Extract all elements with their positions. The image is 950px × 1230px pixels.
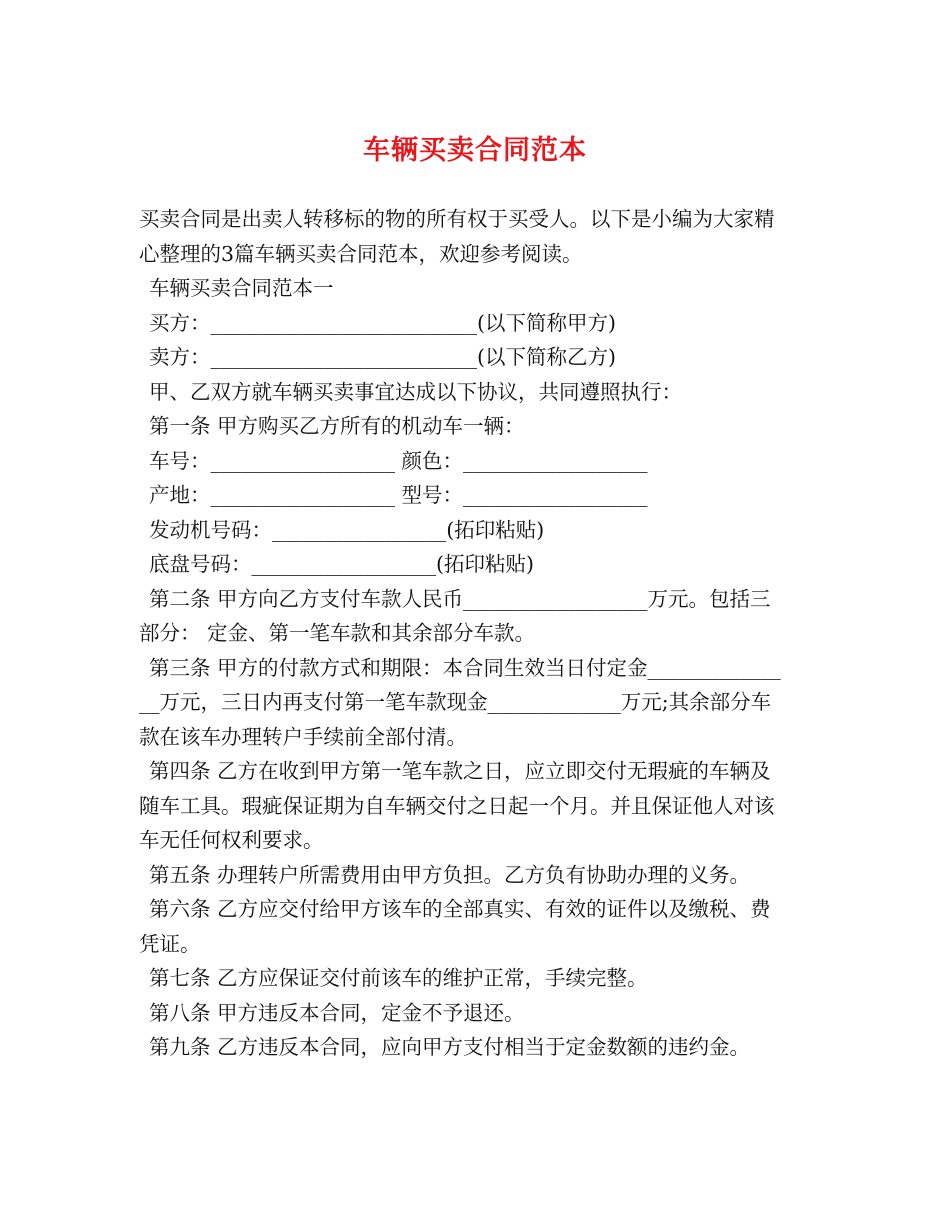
chassis-number-line: 底盘号码：__________________(拓印粘贴) [149,552,534,576]
document-title: 车辆买卖合同范本 [363,135,587,166]
plate-color-line: 车号：__________________ 颜色：__________________ [149,448,648,473]
document-body [139,202,815,1065]
section-heading: 车辆买卖合同范本一 [149,276,334,300]
article-8: 第八条 甲方违反本合同，定金不予退还。 [149,1000,525,1025]
article-3-line-3: 款在该车办理转户手续前全部付清。 [139,724,467,749]
article-5: 第五条 办理转户所需费用由甲方负担。乙方负有协助办理的义务。 [149,862,751,887]
article-2-line-2: 部分： 定金、第一笔车款和其余部分车款。 [139,621,536,645]
origin-model-line: 产地：__________________ 型号：__________________ [149,483,648,507]
agreement-line: 甲、乙双方就车辆买卖事宜达成以下协议，共同遵照执行： [149,379,682,404]
article-3-line-1: 第三条 甲方的付款方式和期限：本合同生效当日付定金_____________ [149,655,781,680]
seller-line: 卖方：__________________________(以下简称乙方) [149,345,616,369]
article-7: 第七条 乙方应保证交付前该车的维护正常，手续完整。 [149,966,648,990]
article-9: 第九条 乙方违反本合同，应向甲方支付相当于定金数额的违约金。 [149,1035,751,1059]
article-3-line-2: __万元，三日内再支付第一笔车款现金_____________万元;其余部分车 [139,690,772,714]
article-4-line-2: 随车工具。瑕疵保证期为自车辆交付之日起一个月。并且保证他人对该 [139,793,775,818]
article-2-line-1: 第二条 甲方向乙方支付车款人民币__________________万元。包括三 [149,586,771,611]
intro-line-1: 买卖合同是出卖人转移标的物的所有权于买受人。以下是小编为大家精 [139,207,775,231]
article-4-line-1: 第四条 乙方在收到甲方第一笔车款之日，应立即交付无瑕疵的车辆及 [149,759,771,783]
buyer-line: 买方：__________________________(以下简称甲方) [149,310,616,335]
article-6-line-2: 凭证。 [139,931,201,956]
article-6-line-1: 第六条 乙方应交付给甲方该车的全部真实、有效的证件以及缴税、费 [149,897,771,921]
engine-number-line: 发动机号码：_________________(拓印粘贴) [149,517,545,542]
article-4-line-3: 车无任何权利要求。 [139,828,324,852]
intro-line-2: 心整理的3篇车辆买卖合同范本，欢迎参考阅读。 [139,241,583,266]
article-1: 第一条 甲方购买乙方所有的机动车一辆： [149,414,525,438]
